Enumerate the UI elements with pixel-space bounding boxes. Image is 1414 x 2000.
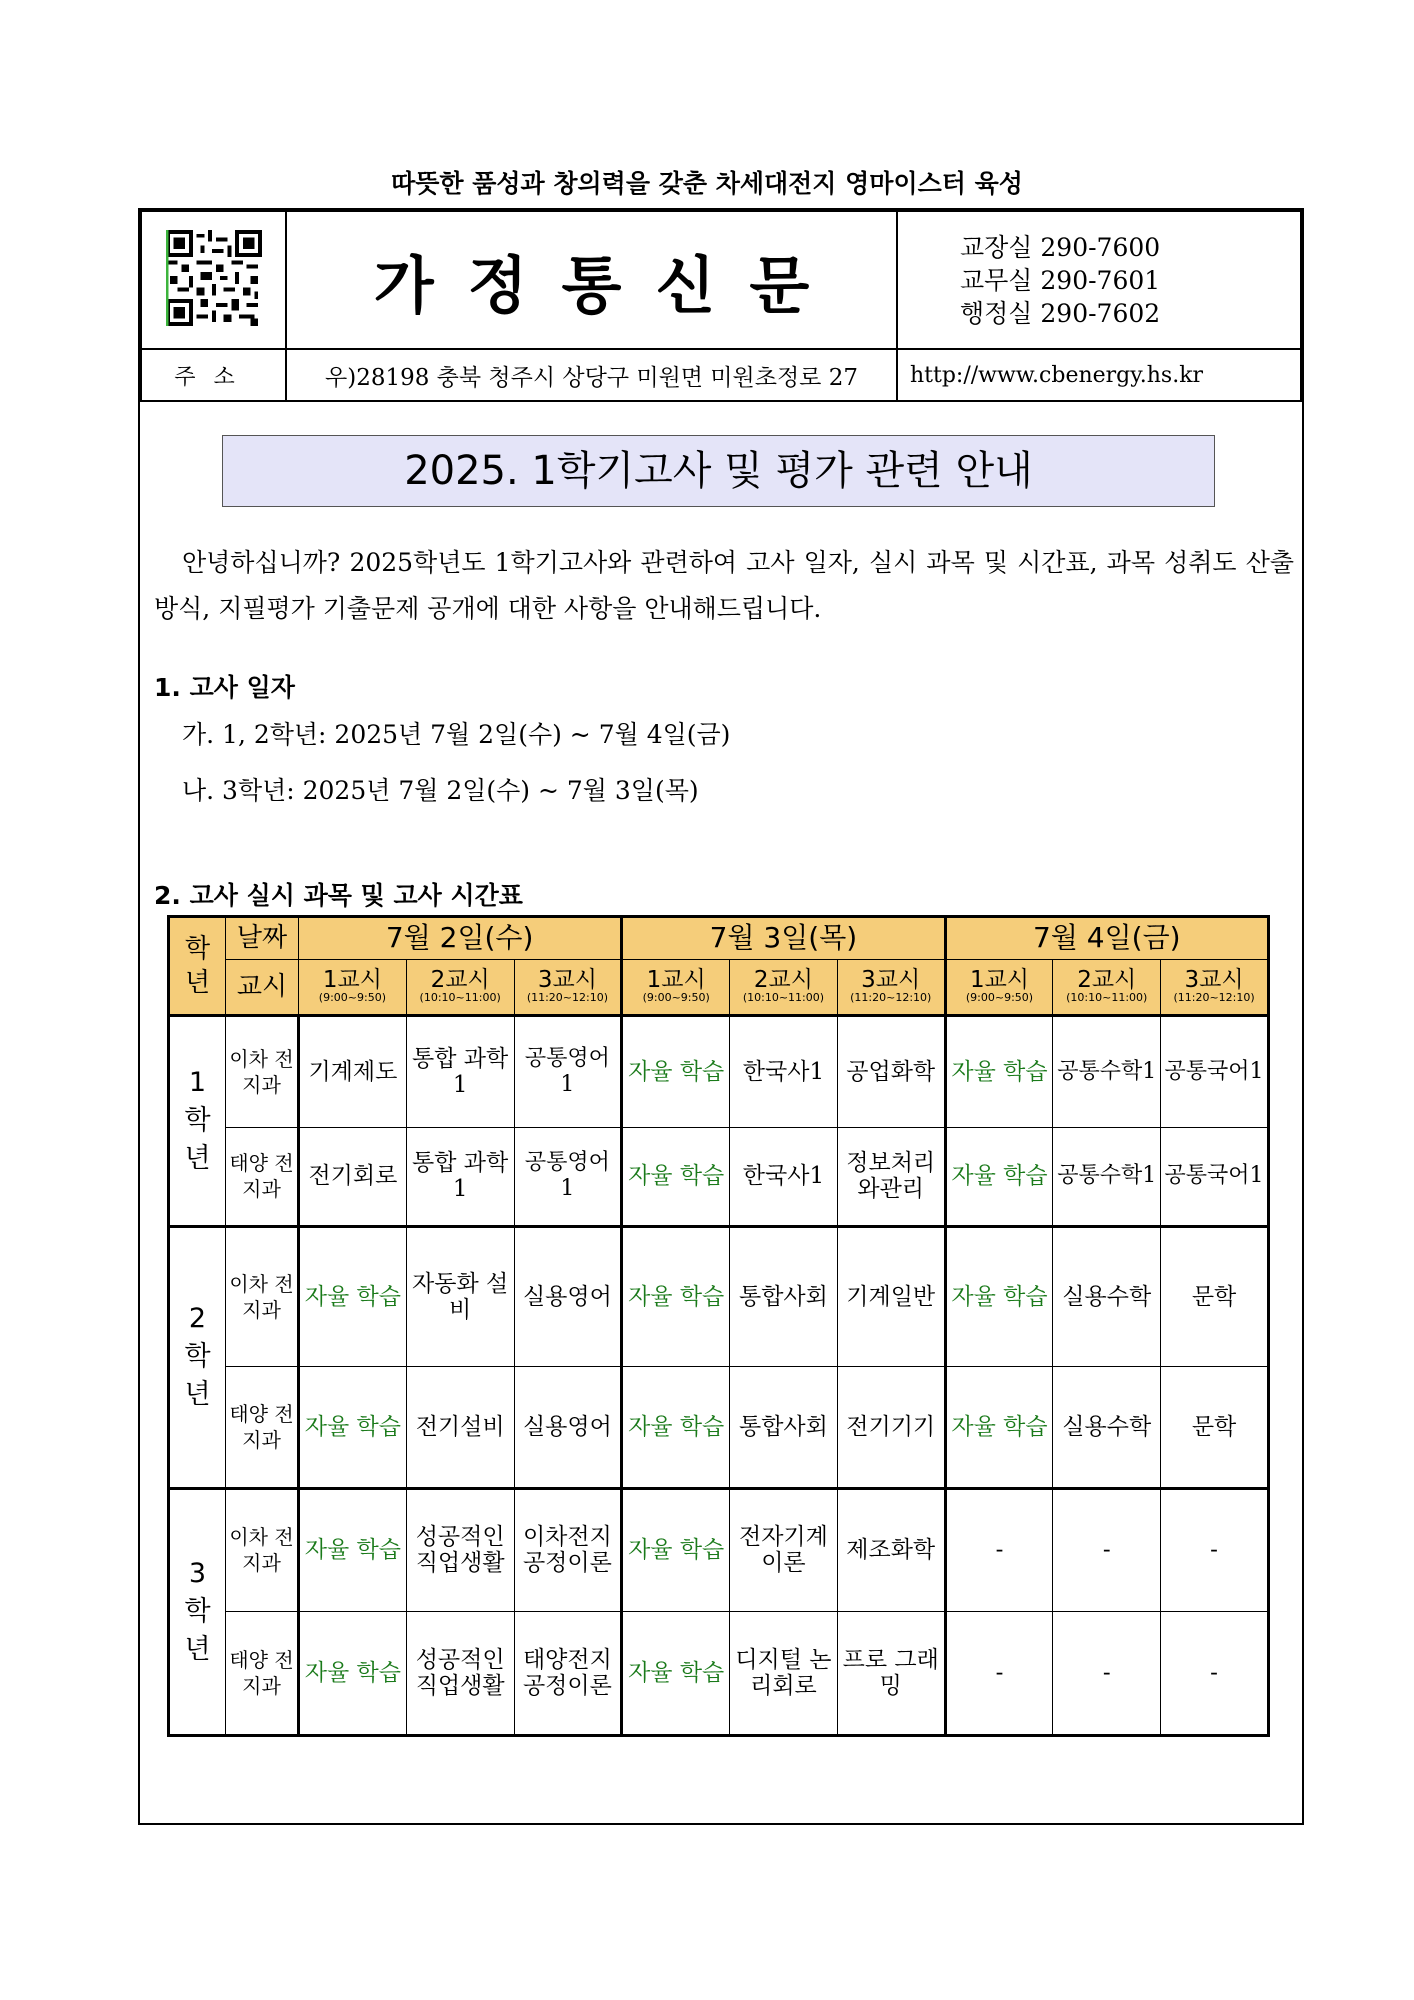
subject-cell: 실용영어 [514,1367,622,1489]
intro-paragraph: 안녕하십니까? 2025학년도 1학기고사와 관련하여 고사 일자, 실시 과목 및 시간표, 과목 성취도 산출 방식, 지필평가 기출문제 공개에 대한 사항을 안내해드립니다. [154,548,1294,623]
subject-cell: 자율 학습 [945,1016,1053,1127]
department-cell: 태양 전지과 [226,1612,299,1736]
subject-cell: 공통수학1 [1053,1127,1161,1226]
grade-label: 2학년 [184,1303,211,1411]
subject-cell: 자율 학습 [299,1612,407,1736]
notice-title: 2025. 1학기고사 및 평가 관련 안내 [222,435,1215,507]
subject-cell: 자율 학습 [299,1227,407,1367]
school-address: 우)28198 충북 청주시 상당구 미원면 미원초정로 27 [286,349,897,401]
subject-cell: 공통수학1 [1053,1016,1161,1127]
period-time: (10:10~11:00) [742,990,825,1004]
period-label: 2교시 [1077,966,1137,993]
empty-slot: - [1161,1488,1269,1612]
subject-cell: 전자기계 이론 [730,1488,838,1612]
subject-cell: 자율 학습 [622,1488,730,1612]
subject-cell: 통합사회 [730,1367,838,1489]
grade-cell [169,1016,226,1227]
empty-slot: - [1161,1612,1269,1736]
subject-cell: 태양전지 공정이론 [514,1612,622,1736]
subject-cell: 자율 학습 [299,1488,407,1612]
subject-cell: 통합 과학1 [406,1016,514,1127]
subject-cell: 정보처리 와관리 [837,1127,945,1226]
subject-cell: 자동화 설비 [406,1227,514,1367]
subject-cell: 자율 학습 [622,1016,730,1127]
subject-cell: 통합 과학1 [406,1127,514,1226]
subject-cell: 프로 그래밍 [837,1612,945,1736]
period-col [406,959,514,1016]
qr-code-icon [166,230,262,326]
period-col [1161,959,1269,1016]
subject-cell: 공통영어 1 [514,1127,622,1226]
period-time: (11:20~12:10) [526,990,609,1004]
subject-cell: 통합사회 [730,1227,838,1367]
period-time: (9:00~9:50) [642,990,710,1004]
empty-slot: - [945,1612,1053,1736]
period-col [1053,959,1161,1016]
date-col: 7월 2일(수) [299,917,622,960]
subject-cell: 디지털 논리회로 [730,1612,838,1736]
date-col: 7월 3일(목) [622,917,945,960]
section2-heading: 2. 고사 실시 과목 및 고사 시간표 [154,881,523,910]
subject-cell: 실용수학 [1053,1367,1161,1489]
phone-admin: 행정실 290-7602 [960,298,1161,328]
period-time: (11:20~12:10) [850,990,932,1004]
subject-cell: 자율 학습 [945,1127,1053,1226]
subject-cell: 전기기기 [837,1367,945,1489]
subject-cell: 한국사1 [730,1127,838,1226]
subject-cell: 제조화학 [837,1488,945,1612]
subject-cell: 공업화학 [837,1016,945,1127]
subject-cell: 성공적인 직업생활 [406,1612,514,1736]
empty-slot: - [1053,1612,1161,1736]
exam-date-item: 가. 1, 2학년: 2025년 7월 2일(수) ~ 7월 4일(금) [182,720,731,749]
period-label: 1교시 [969,966,1030,993]
subject-cell: 공통국어1 [1161,1016,1269,1127]
period-label: 2교시 [753,966,813,993]
subject-cell: 자율 학습 [945,1367,1053,1489]
subject-cell: 공통국어1 [1161,1127,1269,1226]
qr-code-cell [141,211,286,349]
department-cell: 이차 전지과 [226,1227,299,1367]
subject-cell: 자율 학습 [945,1227,1053,1367]
subject-cell: 자율 학습 [622,1367,730,1489]
exam-date-item: 나. 3학년: 2025년 7월 2일(수) ~ 7월 3일(목) [182,776,699,805]
grade-label: 3학년 [184,1557,211,1665]
subject-cell: 성공적인 직업생활 [406,1488,514,1612]
subject-cell: 기계일반 [837,1227,945,1367]
address-label: 주소 [141,349,286,401]
school-url[interactable]: http://www.cbenergy.hs.kr [897,349,1301,401]
empty-slot: - [1053,1488,1161,1612]
department-cell: 태양 전지과 [226,1367,299,1489]
department-cell: 이차 전지과 [226,1016,299,1127]
subject-cell: 실용수학 [1053,1227,1161,1367]
department-cell: 이차 전지과 [226,1488,299,1612]
subject-cell: 공통영어 1 [514,1016,622,1127]
period-col [837,959,945,1016]
grade-cell [169,1227,226,1489]
period-col [945,959,1053,1016]
subject-cell: 실용영어 [514,1227,622,1367]
period-col [514,959,622,1016]
phone-academic: 교무실 290-7601 [960,265,1161,295]
section1-heading: 1. 고사 일자 [154,673,295,702]
subject-cell: 전기회로 [299,1127,407,1226]
period-label: 3교시 [1184,966,1244,993]
period-time: (10:10~11:00) [1066,990,1148,1004]
subject-cell: 기계제도 [299,1016,407,1127]
notice-frame [138,208,1304,1825]
subject-cell: 자율 학습 [622,1227,730,1367]
subject-cell: 이차전지 공정이론 [514,1488,622,1612]
period-time: (10:10~11:00) [419,990,501,1004]
subject-cell: 한국사1 [730,1016,838,1127]
period-label: 3교시 [861,966,921,993]
period-time: (11:20~12:10) [1173,990,1255,1004]
period-time: (9:00~9:50) [318,990,386,1004]
date-header: 날짜 [226,917,299,960]
subject-cell: 문학 [1161,1227,1269,1367]
empty-slot: - [945,1488,1053,1612]
period-label: 3교시 [537,966,597,993]
subject-cell: 자율 학습 [299,1367,407,1489]
period-label: 1교시 [322,966,382,993]
subject-cell: 문학 [1161,1367,1269,1489]
grade-header: 학년 [169,917,226,1016]
department-cell: 태양 전지과 [226,1127,299,1226]
grade-cell [169,1488,226,1735]
period-header: 교시 [226,959,299,1016]
period-time: (9:00~9:50) [965,990,1034,1004]
phone-principal: 교장실 290-7600 [960,232,1161,262]
period-col [730,959,838,1016]
subject-cell: 자율 학습 [622,1127,730,1226]
subject-cell: 자율 학습 [622,1612,730,1736]
date-col: 7월 4일(금) [945,917,1268,960]
period-col [299,959,407,1016]
subject-cell: 전기설비 [406,1367,514,1489]
school-motto: 따뜻한 품성과 창의력을 갖춘 차세대전지 영마이스터 육성 [391,169,1023,198]
letterhead [140,210,1302,402]
period-col [622,959,730,1016]
period-label: 1교시 [646,966,706,993]
exam-schedule-table [167,915,1270,1737]
document-title: 가정통신문 [286,211,897,349]
phone-directory [897,211,1301,349]
grade-label: 1학년 [184,1067,211,1175]
period-label: 2교시 [430,966,490,993]
